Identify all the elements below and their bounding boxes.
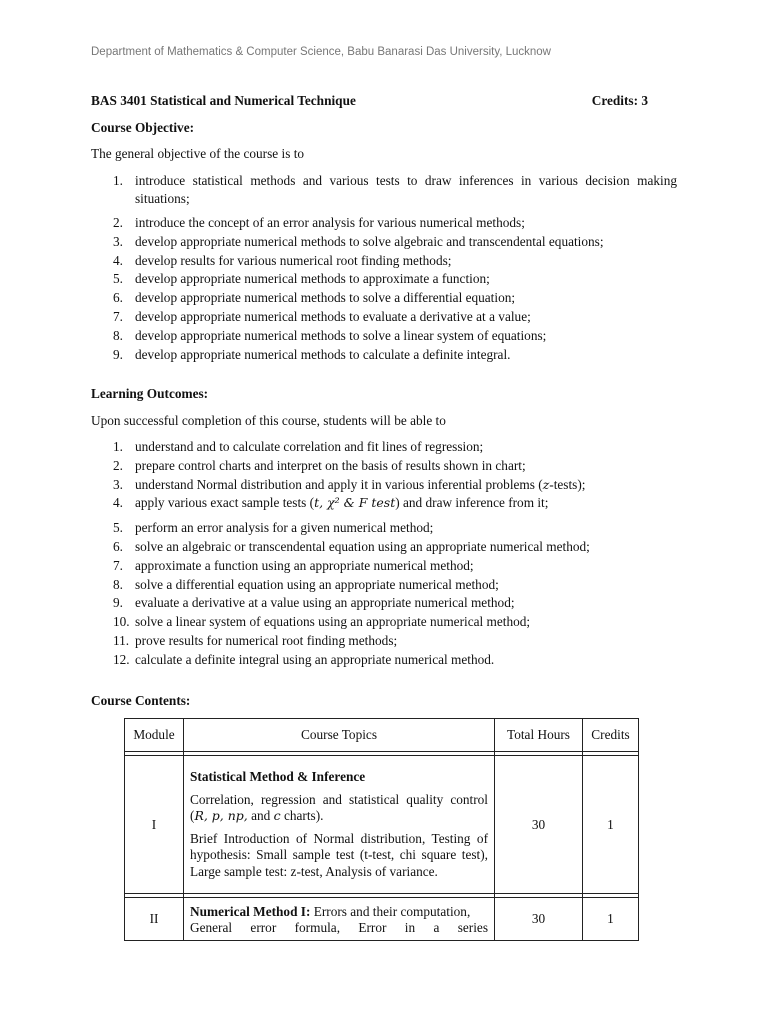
list-item: 10. solve a linear system of equations using an appropriate numerical method; (113, 614, 531, 630)
list-item: 3. understand Normal distribution and apply it in various inferential problems (z-tests); (113, 476, 586, 492)
topic-title: Statistical Method & Inference (190, 769, 366, 784)
course-title-line (91, 93, 648, 109)
list-item: 6. develop appropriate numerical methods to solve a differential equation; (113, 290, 516, 306)
table-row (125, 756, 639, 894)
list-item: 2. introduce the concept of an error analysis for various numerical methods; (113, 215, 525, 230)
list-item: 5. develop appropriate numerical methods to approximate a function; (113, 271, 490, 287)
list-item: 4. develop results for various numerical root finding methods; (113, 252, 452, 268)
outcomes-heading: Learning Outcomes: (91, 386, 209, 401)
list-item: 4. apply various exact sample tests (t, χ² & F test) and draw inference from it; (113, 495, 549, 511)
topic-line: Numerical Method I: Errors and their computation, (190, 903, 471, 919)
list-item: 1. understand and to calculate correlation and fit lines of regression; (113, 439, 484, 454)
table-row (125, 898, 639, 941)
topics-cell (184, 756, 495, 894)
topic-paragraph: Correlation, regression and statistical quality control (R, p, np, and c charts). (190, 791, 488, 823)
page-header: Department of Mathematics & Computer Science, Babu Banarasi Das University, Lucknow (91, 46, 551, 58)
objective-list (113, 172, 677, 364)
objective-heading: Course Objective: (91, 120, 195, 135)
contents-heading: Course Contents: (91, 693, 191, 708)
credits-cell: 1 (583, 898, 639, 941)
column-header-module: Module (125, 719, 184, 752)
list-item: 12. calculate a definite integral using an appropriate numerical method. (113, 651, 495, 667)
course-credits: Credits: 3 (591, 93, 648, 108)
table-header-row (125, 719, 639, 752)
hours-cell: 30 (495, 898, 583, 941)
list-item: 8. develop appropriate numerical methods to solve a linear system of equations; (113, 327, 547, 343)
topic-line: General error formula, Error in a series (190, 920, 488, 935)
module-cell: II (125, 898, 184, 941)
list-item: 9. develop appropriate numerical methods to calculate a definite integral. (113, 346, 511, 362)
column-header-topics: Course Topics (184, 719, 495, 752)
list-item: 8. solve a differential equation using an appropriate numerical method; (113, 576, 499, 592)
objective-intro: The general objective of the course is to (91, 146, 305, 161)
list-item: 7. develop appropriate numerical methods to evaluate a derivative at a value; (113, 308, 531, 324)
list-item: 1. introduce statistical methods and various tests to draw inferences in various decision making situations; (113, 173, 677, 206)
list-item: 2. prepare control charts and interpret on the basis of results shown in chart; (113, 457, 526, 473)
hours-cell: 30 (495, 756, 583, 894)
list-item: 11. prove results for numerical root finding methods; (113, 632, 398, 648)
outcomes-intro: Upon successful completion of this course, students will be able to (91, 413, 446, 428)
outcomes-list (113, 438, 677, 670)
list-item: 7. approximate a function using an appropriate numerical method; (113, 557, 474, 573)
column-header-hours: Total Hours (495, 719, 583, 752)
column-header-credits: Credits (583, 719, 639, 752)
list-item: 9. evaluate a derivative at a value using an appropriate numerical method; (113, 595, 515, 611)
module-cell: I (125, 756, 184, 894)
topics-cell (184, 898, 495, 941)
credits-cell: 1 (583, 756, 639, 894)
course-contents-table (124, 718, 639, 941)
list-item: 3. develop appropriate numerical methods to solve algebraic and transcendental equations; (113, 233, 604, 249)
list-item: 6. solve an algebraic or transcendental equation using an appropriate numerical method; (113, 538, 590, 554)
course-title: BAS 3401 Statistical and Numerical Technique (91, 93, 356, 108)
topic-paragraph: Brief Introduction of Normal distribution, Testing of hypothesis: Small sample test (t-test, chi square test), Large sample test: z-test, Analysis of variance. (190, 830, 488, 879)
list-item: 5. perform an error analysis for a given numerical method; (113, 520, 434, 536)
